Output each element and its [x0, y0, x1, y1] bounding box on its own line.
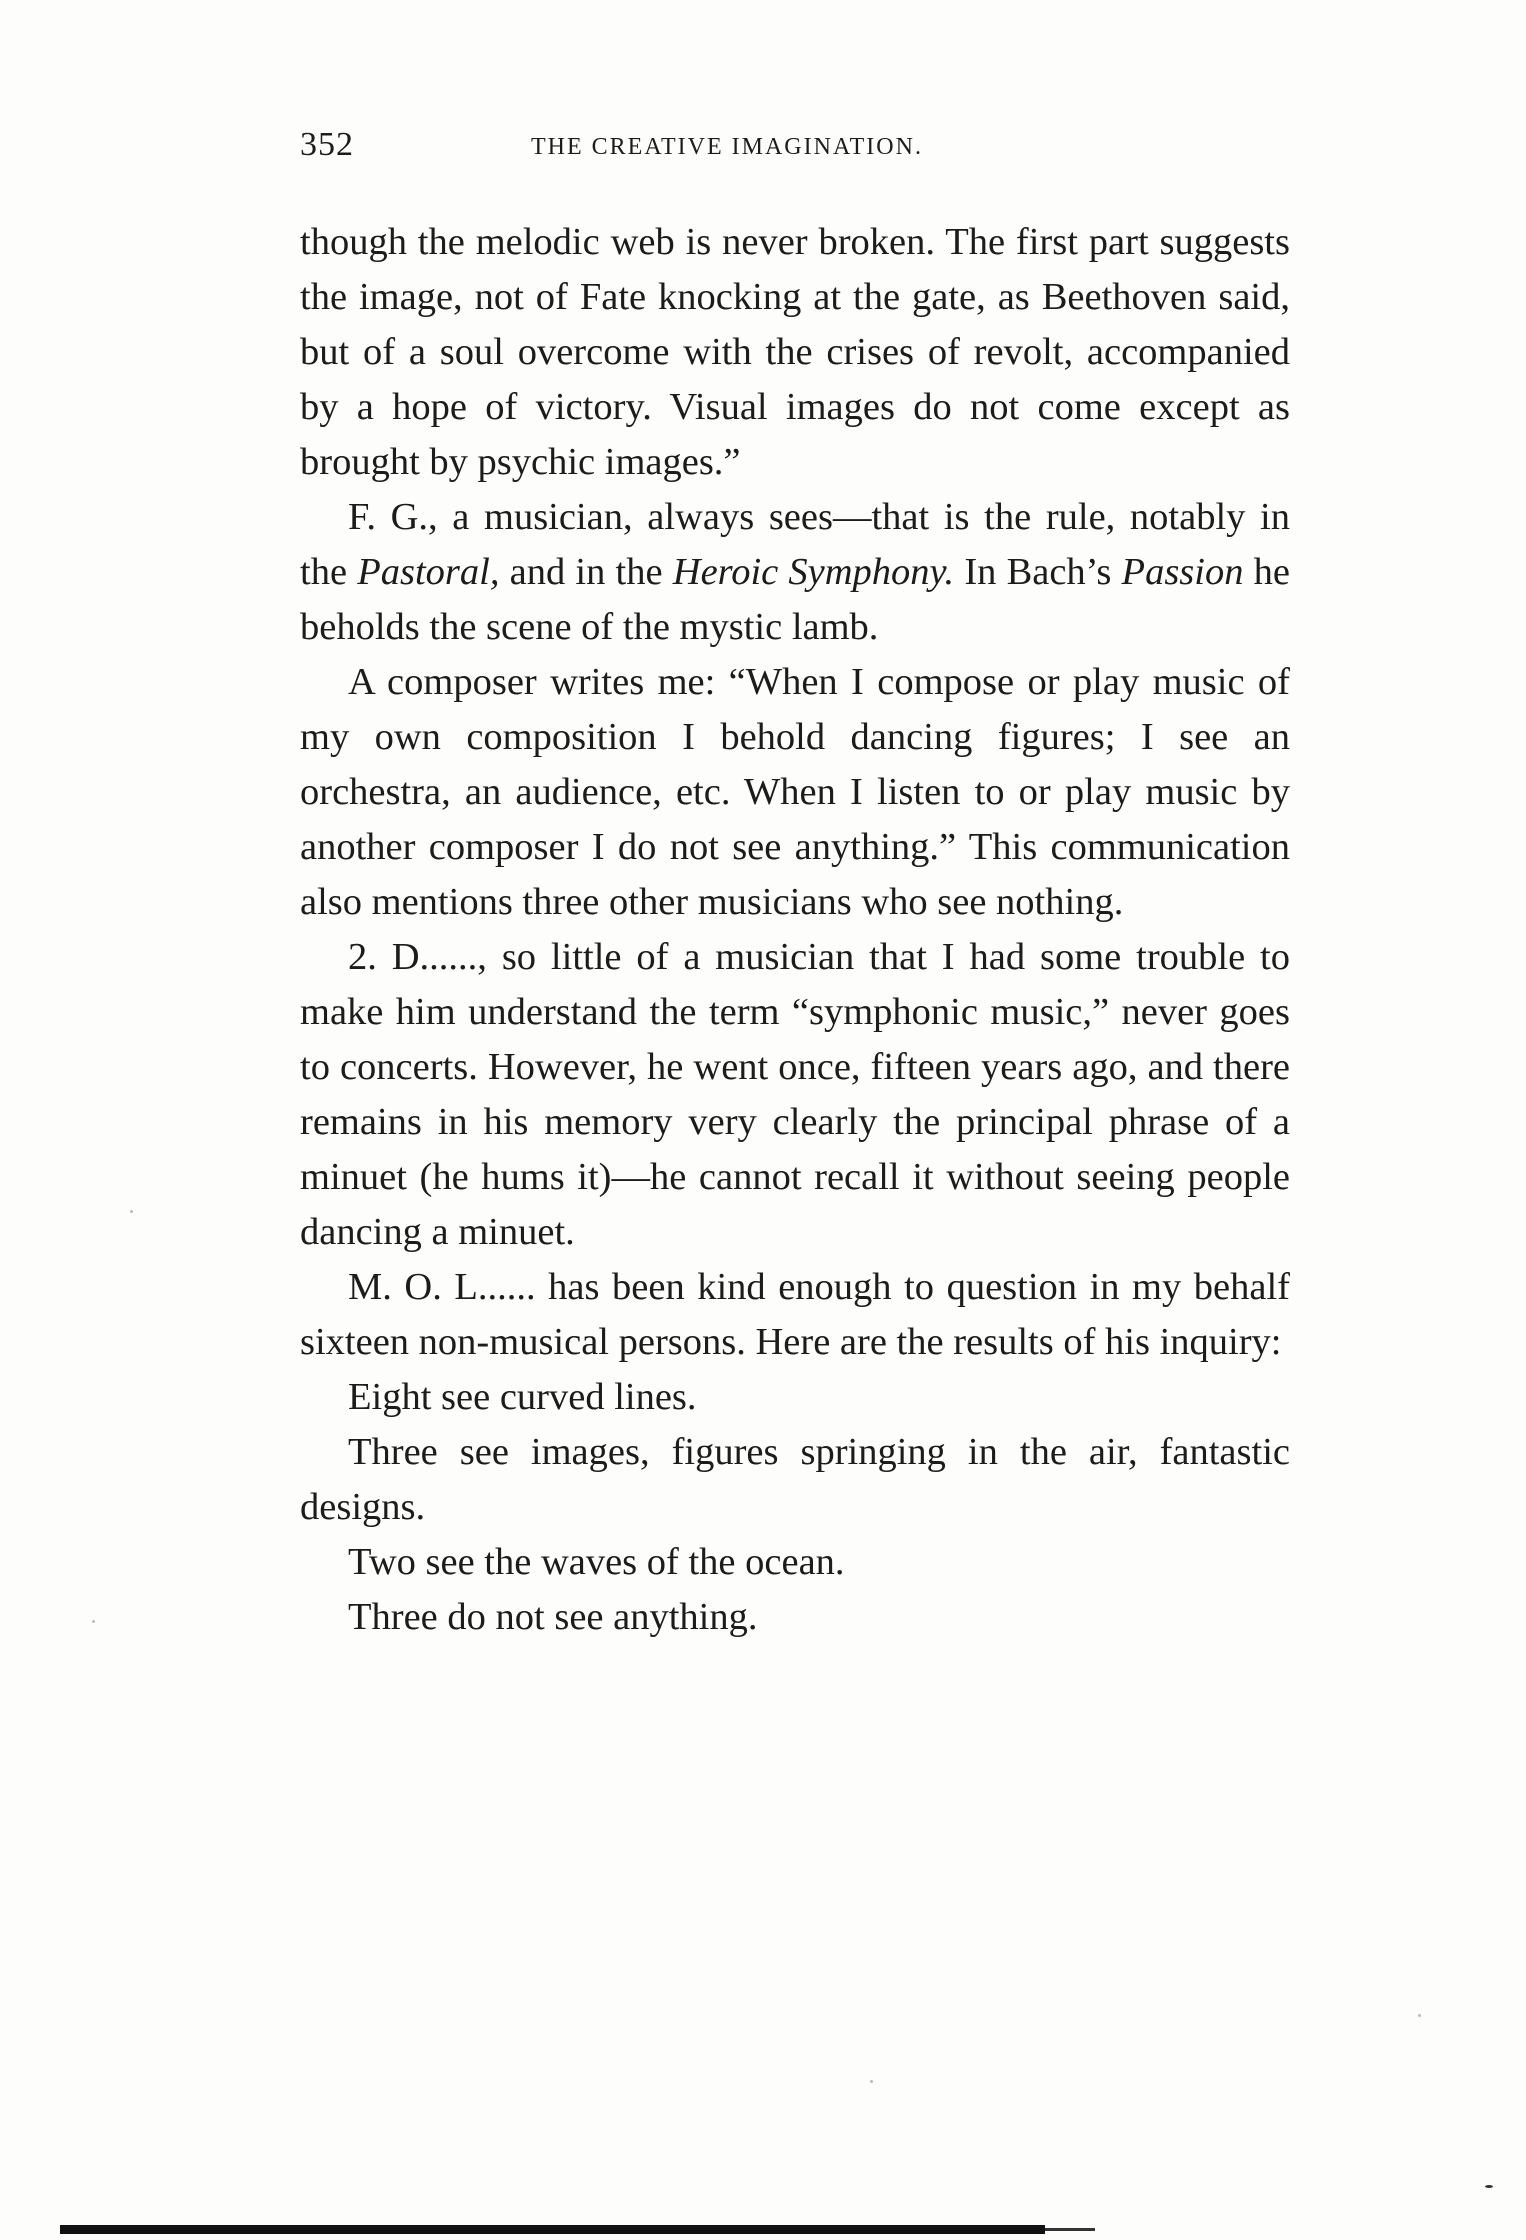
- paper-speck: [130, 1210, 133, 1213]
- paragraph-3: A composer writes me: “When I compose or play music of my own composition I behold dancing figures; I see an orchestra, an audience, etc. When I listen to or play music by another composer I do not see anything.” This communication also mentions three other musicians who see nothing.: [300, 661, 1290, 923]
- bottom-rule: [60, 2225, 1045, 2234]
- paragraph-6: Eight see curved lines.: [348, 1376, 697, 1418]
- running-title: THE CREATIVE IMAGINATION.: [531, 134, 923, 160]
- paper-speck: [92, 1620, 95, 1623]
- pastoral-title: Pastoral,: [357, 551, 500, 593]
- paragraph-2-text-b: and in the: [499, 551, 673, 593]
- paper-speck: [870, 2080, 873, 2083]
- paper-speck: [1418, 2014, 1421, 2017]
- paragraph-2: [300, 490, 1290, 655]
- paragraph-2-text-c: In Bach’s: [954, 551, 1122, 593]
- passion-title: Passion: [1121, 551, 1244, 593]
- paragraph-8: Two see the waves of the ocean.: [348, 1541, 845, 1583]
- paper-speck: [1485, 2185, 1493, 2188]
- paragraph-4: 2. D......, so little of a musician that I had some trouble to make him understand the term “symphonic music,” never goes to concerts. However, he went once, fifteen years ago, and there remains in his memory very clearly the principal phrase of a minuet (he hums it)—he cannot recall it without seeing people dancing a minuet.: [300, 936, 1290, 1253]
- paragraph-2-text-d: he beholds the scene of the mystic lamb.: [300, 551, 1290, 648]
- heroic-symphony-title: Heroic Symphony.: [672, 551, 955, 593]
- paragraph-1: though the melodic web is never broken. The first part suggests the image, not of Fate knocking at the gate, as Beethoven said, but of a soul overcome with the crises of revolt, accompanied by a hope of victory. Visual images do not come except as brought by psychic images.”: [300, 221, 1290, 483]
- bottom-rule-tail: [1045, 2228, 1095, 2231]
- page-number: 352: [300, 126, 354, 163]
- paragraph-7: Three see images, figures springing in the air, fantastic designs.: [300, 1431, 1290, 1528]
- page-header: [300, 126, 1300, 176]
- paragraph-9: Three do not see anything.: [348, 1596, 758, 1638]
- body-text: [300, 215, 1290, 1645]
- paragraph-2-text-a: F. G., a musician, always sees—that is the rule, notably in the: [300, 496, 1290, 593]
- paragraph-5: M. O. L...... has been kind enough to question in my behalf sixteen non-musical persons. Here are the results of his inquiry:: [300, 1266, 1290, 1363]
